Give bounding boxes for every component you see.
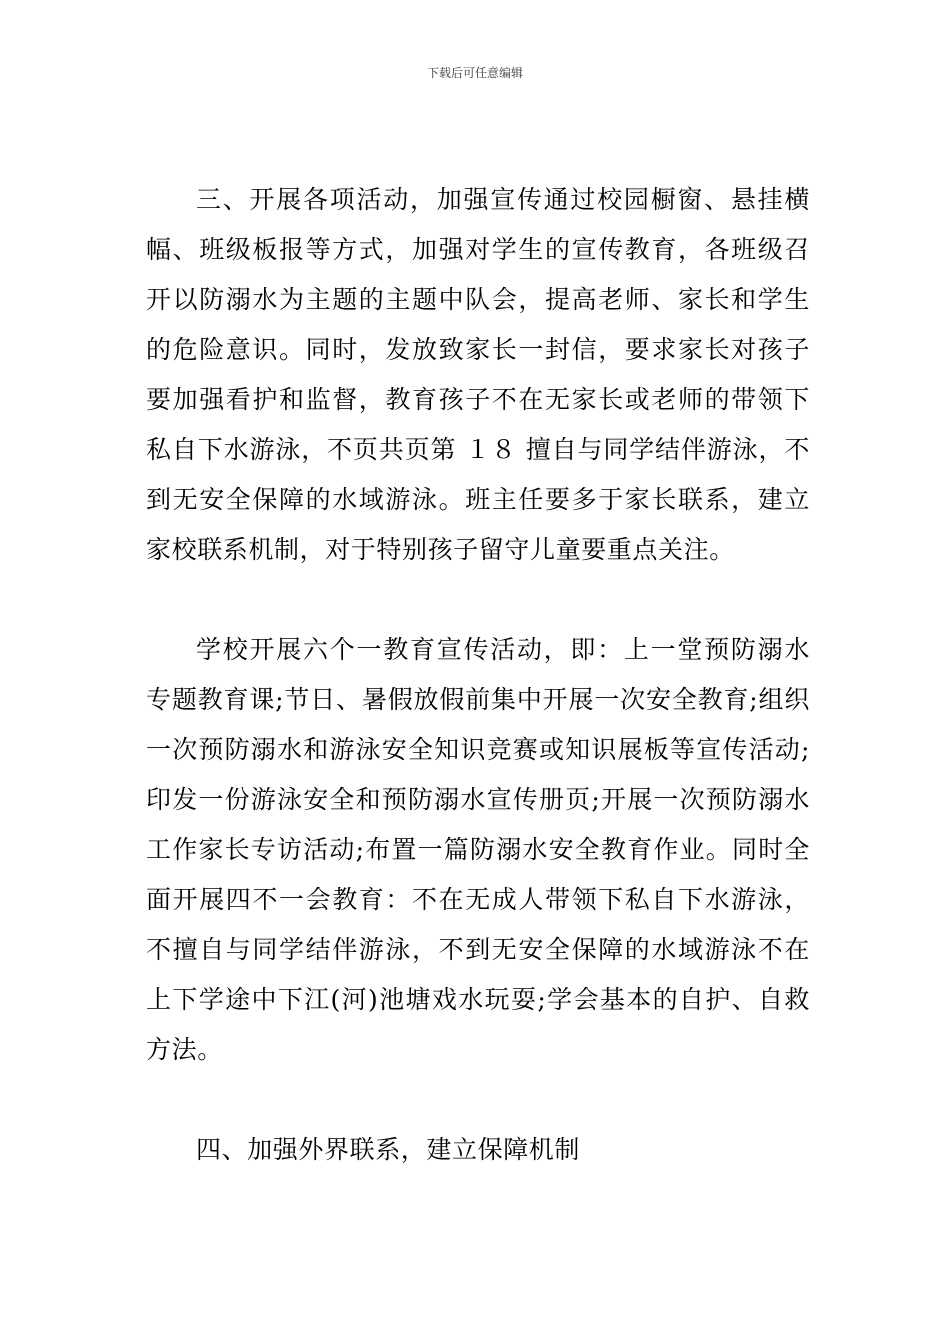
- document-body: [146, 175, 810, 1175]
- paragraph-activities: 三、开展各项活动，加强宣传通过校园橱窗、悬挂横幅、班级板报等方式，加强对学生的宣传教育，各班级召开以防溺水为主题的主题中队会，提高老师、家长和学生的危险意识。同时，发放致家长一封信，要求家长对孩子要加强看护和监督，教育孩子不在无家长或老师的带领下私自下水游泳，不页共页第 １８ 擅自与同学结伴游泳，不到无安全保障的水域游泳。班主任要多于家长联系，建立家校联系机制，对于特别孩子留守儿童要重点关注。: [146, 185, 810, 564]
- paragraph-education-campaign: 学校开展六个一教育宣传活动，即：上一堂预防溺水专题教育课;节日、暑假放假前集中开展一次安全教育;组织一次预防溺水和游泳安全知识竞赛或知识展板等宣传活动;印发一份游泳安全和预防溺水宣传册页;开展一次预防溺水工作家长专访活动;布置一篇防溺水安全教育作业。同时全面开展四不一会教育：不在无成人带领下私自下水游泳，不擅自与同学结伴游泳，不到无安全保障的水域游泳不在上下学途中下江(河)池塘戏水玩耍;学会基本的自护、自救方法。: [146, 635, 810, 1064]
- section-heading-external-liaison: 四、加强外界联系，建立保障机制: [196, 1135, 581, 1164]
- page-header: 下载后可任意编辑: [426, 66, 523, 80]
